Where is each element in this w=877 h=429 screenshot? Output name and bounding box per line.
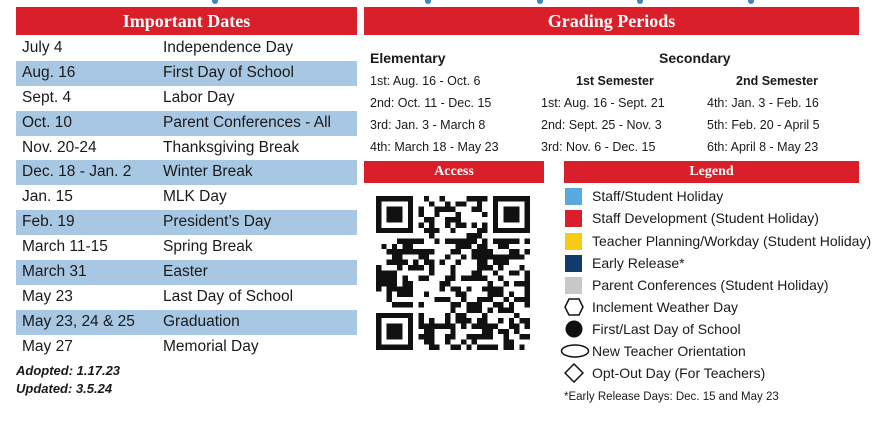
date-row [16, 160, 357, 185]
black-circle-icon [564, 319, 584, 339]
event-cell: Last Day of School [163, 287, 294, 305]
legend-label: Staff/Student Holiday [592, 188, 724, 204]
oval-outline-icon [560, 343, 590, 359]
date-row [16, 61, 357, 86]
event-cell: Labor Day [163, 88, 235, 106]
date-cell: Dec. 18 - Jan. 2 [22, 163, 132, 181]
date-cell: Nov. 20-24 [22, 138, 97, 156]
date-row [16, 310, 357, 335]
legend-item-teacher-planning [564, 231, 872, 251]
date-row [16, 210, 357, 235]
qr-code[interactable] [376, 196, 530, 350]
legend-label: Parent Conferences (Student Holiday) [592, 277, 829, 293]
access-header: Access [364, 161, 544, 183]
legend-item-early-release [564, 253, 869, 273]
date-cell: Feb. 19 [22, 213, 75, 231]
event-cell: Easter [163, 263, 208, 281]
date-cell: May 23 [22, 287, 73, 305]
date-cell: March 11-15 [22, 238, 108, 256]
legend-label: Staff Development (Student Holiday) [592, 210, 819, 226]
legend-item-new-teacher-orientation [564, 341, 869, 361]
legend-item-opt-out-day [564, 363, 869, 383]
event-cell: Thanksgiving Break [163, 138, 300, 156]
date-row [16, 136, 357, 161]
second-semester-heading: 2nd Semester [736, 74, 818, 88]
date-cell: Aug. 16 [22, 63, 76, 81]
legend-item-parent-conferences [564, 275, 869, 295]
light-blue-square-icon [565, 188, 582, 205]
elementary-period: 4th: March 18 - May 23 [370, 140, 499, 154]
legend-label: Early Release* [592, 255, 685, 271]
diamond-outline-icon [564, 363, 584, 383]
adopted-date: Adopted: 1.17.23 [16, 363, 121, 378]
legend-label: Opt-Out Day (For Teachers) [592, 365, 766, 381]
elementary-period: 3rd: Jan. 3 - March 8 [370, 118, 486, 132]
important-dates-header: Important Dates [16, 7, 357, 35]
updated-date: Updated: 3.5.24 [16, 381, 113, 396]
legend-item-staff-development [564, 208, 869, 228]
secondary-period: 5th: Feb. 20 - April 5 [707, 118, 820, 132]
event-cell: Memorial Day [163, 337, 259, 355]
secondary-period: 1st: Aug. 16 - Sept. 21 [541, 96, 665, 110]
elementary-heading: Elementary [370, 50, 446, 66]
gray-square-icon [565, 277, 582, 294]
event-cell: Winter Break [163, 163, 253, 181]
legend-label: New Teacher Orientation [592, 343, 746, 359]
secondary-period: 6th: April 8 - May 23 [707, 140, 819, 154]
legend-label: Teacher Planning/Workday (Student Holiday) [592, 233, 872, 249]
legend-header: Legend [564, 161, 859, 183]
date-cell: July 4 [22, 39, 63, 56]
date-row [16, 111, 357, 136]
secondary-period: 2nd: Sept. 25 - Nov. 3 [541, 118, 662, 132]
navy-square-icon [565, 255, 582, 272]
date-cell: Oct. 10 [22, 113, 72, 131]
legend-item-staff-student-holiday [564, 186, 869, 206]
date-row [16, 86, 357, 111]
date-row [16, 285, 357, 310]
legend-label: First/Last Day of School [592, 321, 741, 337]
event-cell: Spring Break [163, 238, 253, 256]
secondary-period: 4th: Jan. 3 - Feb. 16 [707, 96, 819, 110]
event-cell: Independence Day [163, 39, 294, 56]
date-cell: Sept. 4 [22, 88, 72, 106]
elementary-period: 1st: Aug. 16 - Oct. 6 [370, 74, 481, 88]
elementary-period: 2nd: Oct. 11 - Dec. 15 [370, 96, 492, 110]
event-cell: Graduation [163, 312, 240, 330]
date-row [16, 235, 357, 260]
secondary-period: 3rd: Nov. 6 - Dec. 15 [541, 140, 656, 154]
date-cell: May 27 [22, 337, 73, 355]
legend-item-first-last-day [564, 319, 869, 339]
secondary-heading: Secondary [659, 50, 731, 66]
grading-periods-header: Grading Periods [364, 7, 859, 35]
legend-label: Inclement Weather Day [592, 299, 739, 315]
event-cell: Parent Conferences - All [163, 113, 332, 131]
date-cell: May 23, 24 & 25 [22, 312, 135, 330]
date-cell: March 31 [22, 263, 87, 281]
event-cell: First Day of School [163, 63, 294, 81]
early-release-footnote: *Early Release Days: Dec. 15 and May 23 [564, 391, 779, 403]
event-cell: MLK Day [163, 188, 227, 206]
important-dates-table [16, 36, 357, 360]
date-row [16, 335, 357, 360]
date-row [16, 36, 357, 61]
yellow-square-icon [565, 233, 582, 250]
date-row [16, 185, 357, 210]
top-decorative-rule [0, 0, 877, 4]
legend-item-inclement-weather [564, 297, 869, 317]
first-semester-heading: 1st Semester [576, 74, 654, 88]
event-cell: President’s Day [163, 213, 272, 231]
date-cell: Jan. 15 [22, 188, 73, 206]
hexagon-outline-icon [564, 297, 584, 317]
date-row [16, 260, 357, 285]
red-square-icon [565, 210, 582, 227]
